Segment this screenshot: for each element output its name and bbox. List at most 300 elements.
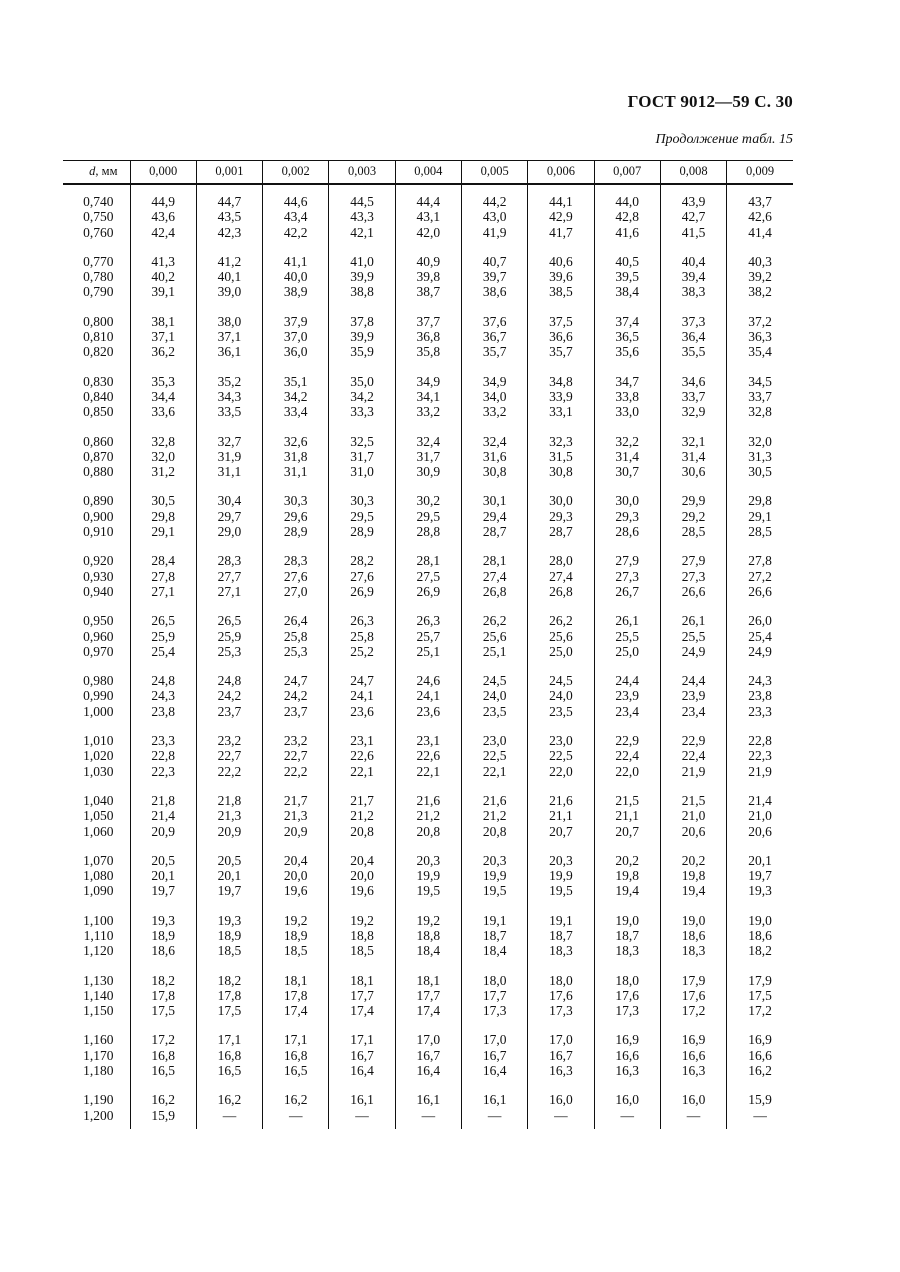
value-cell — [196, 479, 262, 539]
table-value: 31,9 — [217, 448, 242, 464]
diameter-column-header — [63, 161, 130, 185]
table-value: 22,4 — [681, 748, 706, 764]
table-value: 21,3 — [217, 808, 242, 824]
value-cell — [196, 1078, 262, 1129]
table-value: 25,2 — [350, 643, 374, 659]
table-value: 23,8 — [748, 688, 772, 704]
value-cell — [660, 360, 726, 420]
value-cell — [660, 779, 726, 839]
table-value: 20,1 — [151, 868, 175, 884]
table-value: 44,4 — [416, 194, 441, 209]
table-value: 27,9 — [615, 553, 640, 569]
value-cell — [329, 719, 395, 779]
table-value: 43,4 — [283, 209, 308, 225]
table-value: 36,3 — [748, 329, 772, 345]
table-value: 16,9 — [615, 1032, 640, 1048]
diameter-value: 0,750 — [83, 209, 114, 225]
table-value: 29,2 — [681, 508, 706, 524]
table-value: 19,1 — [482, 912, 507, 928]
table-value: 20,9 — [151, 823, 175, 839]
diameter-value: 0,970 — [83, 643, 114, 659]
table-value: 26,2 — [549, 613, 573, 629]
value-cell — [461, 599, 527, 659]
column-header: 0,002 — [263, 161, 329, 185]
table-value: 26,2 — [482, 613, 507, 629]
diameter-value: 1,040 — [83, 792, 114, 808]
table-value: 24,0 — [549, 688, 573, 704]
table-value: 26,3 — [350, 613, 374, 629]
table-value: 17,2 — [681, 1003, 706, 1019]
value-cell — [660, 184, 726, 240]
table-value: 20,9 — [217, 823, 242, 839]
table-value: 40,5 — [615, 253, 640, 269]
table-value: 31,6 — [482, 448, 507, 464]
table-value: 20,7 — [549, 823, 573, 839]
table-value: 25,8 — [350, 628, 374, 644]
diameter-cell — [63, 1078, 130, 1129]
diameter-value: 0,770 — [83, 253, 114, 269]
table-value: 23,7 — [217, 703, 242, 719]
table-value: 35,6 — [615, 344, 640, 360]
table-row-group — [63, 1078, 793, 1129]
column-header: 0,003 — [329, 161, 395, 185]
table-value: 36,8 — [416, 329, 441, 345]
table-value: 34,5 — [748, 373, 772, 389]
table-row-group — [63, 599, 793, 659]
table-value: 44,2 — [482, 194, 507, 209]
table-value: 43,3 — [350, 209, 374, 225]
value-cell — [528, 539, 594, 599]
table-value: 19,2 — [283, 912, 308, 928]
diameter-value: 1,160 — [83, 1032, 114, 1048]
table-value: 41,3 — [151, 253, 175, 269]
table-value: 16,8 — [217, 1047, 242, 1063]
table-value: 29,0 — [217, 524, 242, 540]
diameter-cell — [63, 959, 130, 1019]
table-value: 27,5 — [416, 568, 441, 584]
table-value: 17,6 — [681, 987, 706, 1003]
table-value: 22,7 — [283, 748, 308, 764]
value-cell — [196, 899, 262, 959]
value-cell — [263, 899, 329, 959]
table-row-group — [63, 719, 793, 779]
table-value: 18,0 — [615, 972, 640, 988]
table-value: 19,2 — [350, 912, 374, 928]
table-value: 39,1 — [151, 284, 175, 300]
table-value: 24,1 — [350, 688, 374, 704]
value-cell — [395, 539, 461, 599]
table-value: 16,1 — [416, 1092, 441, 1108]
table-value: 19,8 — [681, 868, 706, 884]
table-value: 18,1 — [350, 972, 374, 988]
table-value: 42,9 — [549, 209, 573, 225]
table-value: 27,2 — [748, 568, 772, 584]
value-cell — [594, 839, 660, 899]
table-value: 38,1 — [151, 313, 175, 329]
table-value: 22,8 — [748, 733, 772, 749]
table-value: 37,0 — [283, 329, 308, 345]
table-value: 19,3 — [151, 912, 175, 928]
value-cell — [528, 899, 594, 959]
table-value: — — [487, 1107, 502, 1123]
value-cell — [263, 184, 329, 240]
table-value: 25,1 — [482, 643, 507, 659]
table-value: — — [753, 1107, 767, 1123]
table-value: 29,9 — [681, 493, 706, 509]
value-cell — [528, 300, 594, 360]
table-value: 24,5 — [549, 673, 573, 689]
table-value: 19,3 — [748, 883, 772, 899]
table-value: 21,6 — [416, 792, 441, 808]
value-cell — [594, 539, 660, 599]
value-cell — [395, 360, 461, 420]
table-value: 22,9 — [681, 733, 706, 749]
table-value: 19,5 — [482, 883, 507, 899]
value-cell — [263, 719, 329, 779]
table-value: 33,6 — [151, 404, 175, 420]
value-cell — [395, 899, 461, 959]
table-value: 20,0 — [350, 868, 374, 884]
value-cell — [130, 659, 196, 719]
column-header: 0,008 — [660, 161, 726, 185]
value-cell — [727, 360, 793, 420]
value-cell — [196, 839, 262, 899]
value-cell — [461, 184, 527, 240]
value-cell — [130, 899, 196, 959]
value-cell — [528, 779, 594, 839]
table-value: 20,5 — [217, 852, 242, 868]
diameter-value: 0,870 — [83, 448, 114, 464]
table-value: 26,9 — [350, 583, 374, 599]
value-cell — [594, 659, 660, 719]
table-value: 35,7 — [549, 344, 573, 360]
table-value: 31,0 — [350, 464, 374, 480]
value-cell — [395, 959, 461, 1019]
value-cell — [727, 479, 793, 539]
table-value: 18,3 — [549, 943, 573, 959]
table-value: 23,1 — [416, 733, 441, 749]
table-value: 21,8 — [151, 792, 175, 808]
table-row-group — [63, 184, 793, 240]
table-value: 30,3 — [283, 493, 308, 509]
value-cell — [329, 240, 395, 300]
diameter-value: 0,980 — [83, 673, 114, 689]
diameter-value: 1,110 — [83, 927, 114, 943]
table-value: 28,7 — [482, 524, 507, 540]
value-cell — [594, 479, 660, 539]
diameter-value: 0,860 — [83, 433, 114, 449]
table-value: 26,5 — [217, 613, 242, 629]
table-value: 17,7 — [416, 987, 441, 1003]
table-value: 34,2 — [350, 388, 374, 404]
table-value: 33,7 — [681, 388, 706, 404]
table-value: 31,7 — [350, 448, 374, 464]
table-value: 31,4 — [615, 448, 640, 464]
table-value: 40,7 — [482, 253, 507, 269]
table-value: 38,6 — [482, 284, 507, 300]
diameter-value: 0,890 — [83, 493, 114, 509]
table-value: 17,0 — [482, 1032, 507, 1048]
diameter-cell — [63, 779, 130, 839]
table-value: 34,7 — [615, 373, 640, 389]
table-value: 26,6 — [748, 583, 772, 599]
table-value: 24,3 — [748, 673, 772, 689]
table-value: 17,2 — [748, 1003, 772, 1019]
value-cell — [130, 539, 196, 599]
table-value: 27,0 — [283, 583, 308, 599]
table-value: 18,9 — [151, 927, 175, 943]
table-value: 21,6 — [482, 792, 507, 808]
value-cell — [263, 1078, 329, 1129]
table-value: 19,0 — [615, 912, 640, 928]
table-value: 21,4 — [748, 792, 772, 808]
table-continuation-label: Продолжение табл. 15 — [655, 132, 793, 147]
table-value: 38,3 — [681, 284, 706, 300]
table-value: 17,0 — [416, 1032, 441, 1048]
table-value: 37,9 — [283, 313, 308, 329]
table-value: 38,8 — [350, 284, 374, 300]
table-value: 36,6 — [549, 329, 573, 345]
table-value: 43,6 — [151, 209, 175, 225]
table-value: 43,0 — [482, 209, 507, 225]
diameter-value: 1,120 — [83, 943, 114, 959]
value-cell — [196, 599, 262, 659]
table-value: 18,1 — [283, 972, 308, 988]
value-cell — [461, 300, 527, 360]
value-cell — [196, 240, 262, 300]
table-value: 20,1 — [217, 868, 242, 884]
table-value: 18,6 — [748, 927, 772, 943]
table-value: 16,4 — [482, 1063, 507, 1079]
table-value: 16,7 — [350, 1047, 374, 1063]
table-value: 21,7 — [350, 792, 374, 808]
table-value: 30,0 — [615, 493, 640, 509]
table-value: 17,2 — [151, 1032, 175, 1048]
table-value: 35,2 — [217, 373, 242, 389]
diameter-value: 1,090 — [83, 883, 114, 899]
table-value: 26,5 — [151, 613, 175, 629]
table-row-group — [63, 479, 793, 539]
table-value: 22,1 — [350, 763, 374, 779]
table-value: 24,3 — [151, 688, 175, 704]
table-value: 20,1 — [748, 852, 772, 868]
table-value: 18,0 — [549, 972, 573, 988]
table-value: 18,3 — [615, 943, 640, 959]
table-value: 25,3 — [283, 643, 308, 659]
table-value: 16,8 — [151, 1047, 175, 1063]
table-value: 39,5 — [615, 269, 640, 285]
value-cell — [329, 1018, 395, 1078]
table-value: 17,5 — [748, 987, 772, 1003]
table-row-group — [63, 420, 793, 480]
value-cell — [594, 599, 660, 659]
value-cell — [329, 899, 395, 959]
table-value: 35,4 — [748, 344, 772, 360]
table-value: 20,8 — [350, 823, 374, 839]
diameter-value: 1,180 — [83, 1063, 114, 1079]
value-cell — [130, 1078, 196, 1129]
table-row-group — [63, 300, 793, 360]
table-value: 16,0 — [615, 1092, 640, 1108]
table-value: 41,0 — [350, 253, 374, 269]
table-value: 34,3 — [217, 388, 242, 404]
table-value: 26,8 — [549, 583, 573, 599]
value-cell — [660, 539, 726, 599]
table-value: 38,7 — [416, 284, 441, 300]
table-header-row — [63, 161, 793, 185]
table-value: 20,6 — [681, 823, 706, 839]
column-header: 0,004 — [395, 161, 461, 185]
table-value: — — [620, 1107, 634, 1123]
table-value: 21,1 — [549, 808, 573, 824]
table-value: 28,0 — [549, 553, 573, 569]
diameter-value: 0,820 — [83, 344, 114, 360]
table-value: 16,6 — [748, 1047, 772, 1063]
value-cell — [528, 1018, 594, 1078]
value-cell — [461, 360, 527, 420]
table-value: 20,3 — [482, 852, 507, 868]
table-value: 16,9 — [681, 1032, 706, 1048]
table-row-group — [63, 360, 793, 420]
table-value: 27,9 — [681, 553, 706, 569]
value-cell — [727, 779, 793, 839]
table-value: 17,3 — [615, 1003, 640, 1019]
value-cell — [660, 959, 726, 1019]
table-value: 33,0 — [615, 404, 640, 420]
table-value: 43,9 — [681, 194, 706, 209]
table-value: 32,7 — [217, 433, 242, 449]
diameter-value: 0,800 — [83, 313, 114, 329]
table-value: 35,7 — [482, 344, 507, 360]
value-cell — [196, 1018, 262, 1078]
table-value: 21,7 — [283, 792, 308, 808]
table-value: 16,4 — [416, 1063, 441, 1079]
table-row-group — [63, 240, 793, 300]
table-value: 28,9 — [350, 524, 374, 540]
table-value: 35,8 — [416, 344, 441, 360]
table-value: 30,0 — [549, 493, 573, 509]
table-value: 21,2 — [482, 808, 507, 824]
table-value: 23,2 — [283, 733, 308, 749]
table-value: 24,2 — [217, 688, 242, 704]
table-value: 19,2 — [416, 912, 441, 928]
diameter-symbol: d — [89, 164, 96, 179]
diameter-value: 0,990 — [83, 688, 114, 704]
value-cell — [395, 839, 461, 899]
table-value: 22,6 — [350, 748, 374, 764]
table-value: 33,3 — [350, 404, 374, 420]
table-value: 18,2 — [748, 943, 772, 959]
table-value: 18,3 — [681, 943, 706, 959]
column-header: 0,000 — [130, 161, 196, 185]
table-value: 32,8 — [151, 433, 175, 449]
table-value: 16,5 — [283, 1063, 308, 1079]
table-value: 32,0 — [748, 433, 772, 449]
table-value: 33,2 — [482, 404, 507, 420]
table-value: 25,9 — [217, 628, 242, 644]
table-value: 24,8 — [217, 673, 242, 689]
table-value: 18,5 — [283, 943, 308, 959]
table-value: 20,8 — [482, 823, 507, 839]
diameter-value: 1,200 — [83, 1107, 114, 1123]
table-value: 19,7 — [217, 883, 242, 899]
table-value: 31,4 — [681, 448, 706, 464]
table-value: 24,8 — [151, 673, 175, 689]
table-value: — — [554, 1107, 568, 1123]
table-value: 27,3 — [681, 568, 706, 584]
table-value: 23,3 — [151, 733, 175, 749]
table-value: 42,2 — [283, 224, 308, 240]
table-value: 20,4 — [350, 852, 374, 868]
table-value: 29,7 — [217, 508, 242, 524]
table-value: 32,2 — [615, 433, 640, 449]
table-value: 44,0 — [615, 194, 640, 209]
diameter-cell — [63, 599, 130, 659]
table-value: 25,5 — [615, 628, 640, 644]
table-value: 42,4 — [151, 224, 175, 240]
value-cell — [130, 360, 196, 420]
table-value: 25,0 — [549, 643, 573, 659]
table-value: 43,1 — [416, 209, 441, 225]
table-value: 44,5 — [350, 194, 374, 209]
diameter-value: 1,150 — [83, 1003, 114, 1019]
table-value: 29,6 — [283, 508, 308, 524]
diameter-value: 0,950 — [83, 613, 114, 629]
table-value: 16,2 — [151, 1092, 175, 1108]
table-value: 19,7 — [748, 868, 772, 884]
table-value: 30,2 — [416, 493, 441, 509]
value-cell — [263, 779, 329, 839]
table-value: 23,6 — [416, 703, 441, 719]
table-value: 19,6 — [283, 883, 308, 899]
table-value: 32,6 — [283, 433, 308, 449]
table-value: 29,1 — [151, 524, 175, 540]
table-value: 23,6 — [350, 703, 374, 719]
value-cell — [329, 779, 395, 839]
column-header: 0,007 — [594, 161, 660, 185]
table-value: 21,0 — [748, 808, 772, 824]
table-value: 28,3 — [283, 553, 308, 569]
table-value: 16,5 — [217, 1063, 242, 1079]
column-header: 0,009 — [727, 161, 793, 185]
table-value: 42,8 — [615, 209, 640, 225]
diameter-value: 0,940 — [83, 583, 114, 599]
table-value: 31,5 — [549, 448, 573, 464]
table-value: 35,3 — [151, 373, 175, 389]
diameter-value: 1,060 — [83, 823, 114, 839]
table-value: 26,3 — [416, 613, 441, 629]
value-cell — [727, 184, 793, 240]
table-row-group — [63, 959, 793, 1019]
value-cell — [727, 1018, 793, 1078]
value-cell — [660, 1018, 726, 1078]
value-cell — [461, 779, 527, 839]
table-value: 25,7 — [416, 628, 441, 644]
diameter-cell — [63, 240, 130, 300]
table-value: 27,4 — [549, 568, 573, 584]
table-value: 18,6 — [151, 943, 175, 959]
table-value: 34,9 — [482, 373, 507, 389]
table-value: 28,2 — [350, 553, 374, 569]
value-cell — [130, 599, 196, 659]
value-cell — [594, 360, 660, 420]
table-value: 23,2 — [217, 733, 242, 749]
diameter-value: 1,130 — [83, 972, 114, 988]
table-value: 32,0 — [151, 448, 175, 464]
table-value: 41,1 — [283, 253, 308, 269]
value-cell — [727, 240, 793, 300]
table-row-group — [63, 839, 793, 899]
